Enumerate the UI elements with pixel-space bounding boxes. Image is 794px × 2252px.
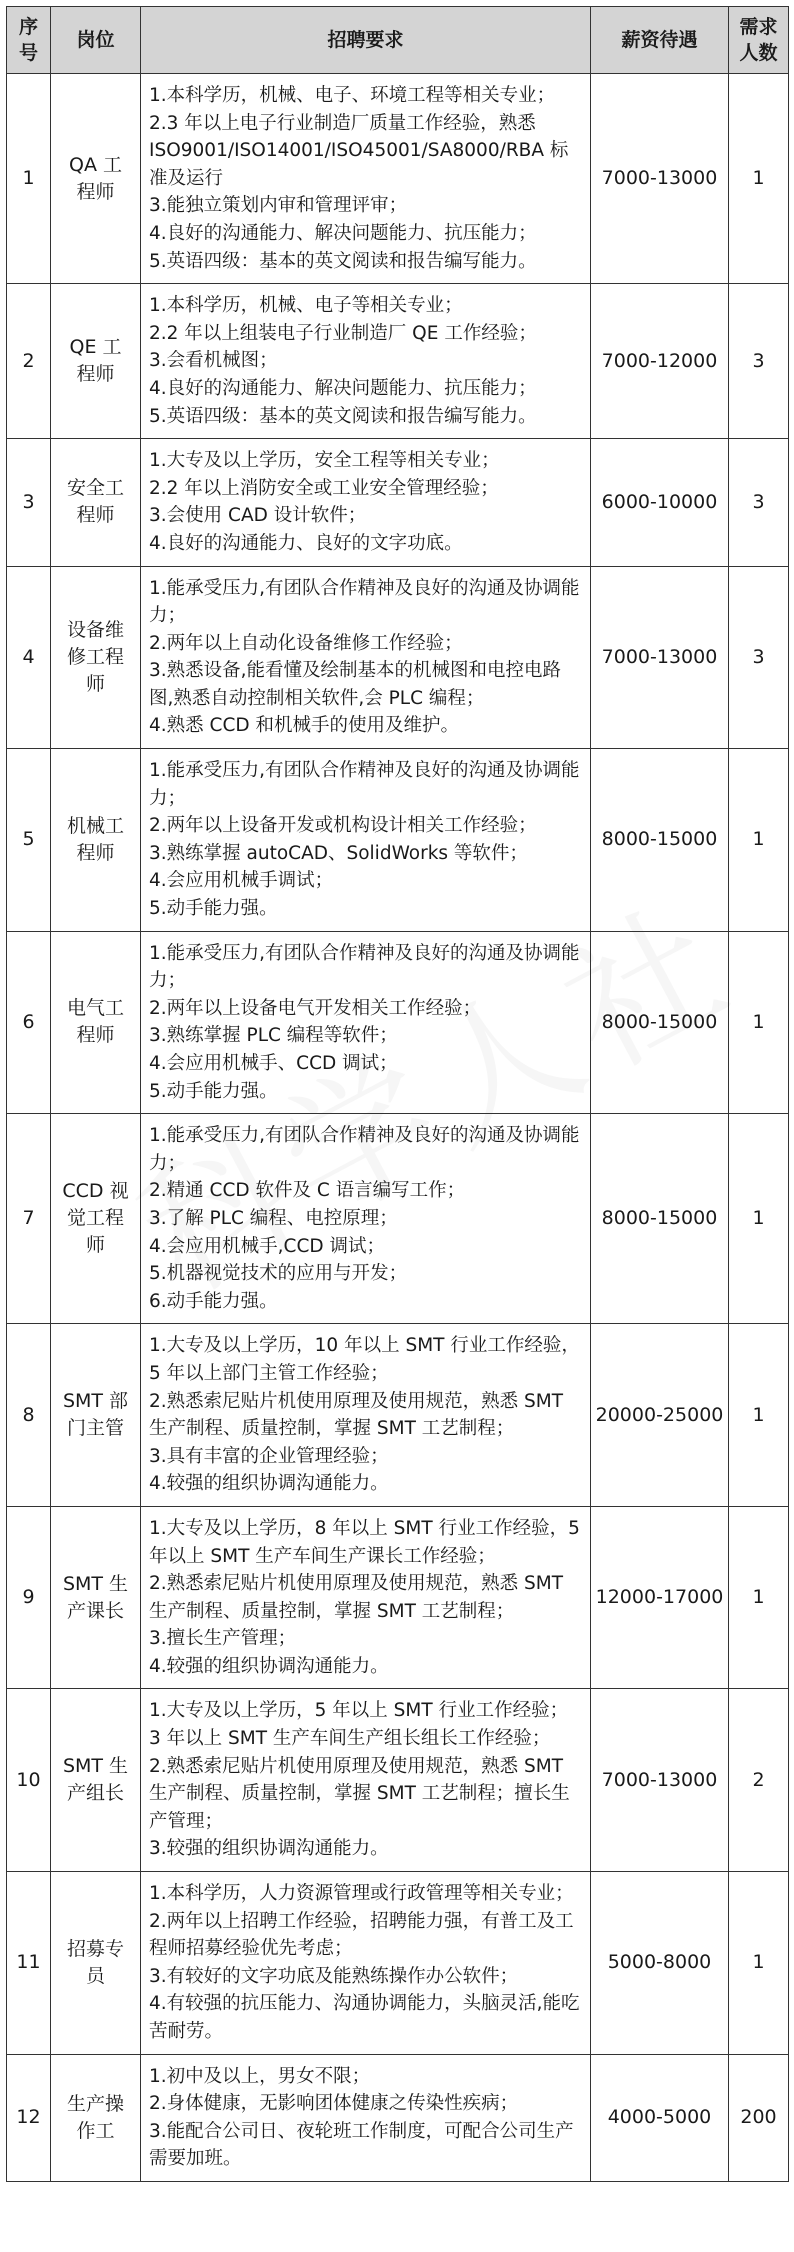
row-requirements (141, 931, 591, 1114)
requirement-line: 1.能承受压力,有团队合作精神及良好的沟通及协调能力； (149, 942, 580, 992)
row-salary: 6000-10000 (591, 439, 729, 566)
requirement-line: 3.会使用 CAD 设计软件； (149, 505, 367, 527)
table-row (7, 1324, 789, 1507)
row-salary: 7000-12000 (591, 284, 729, 439)
row-seq: 9 (7, 1506, 51, 1689)
requirement-line: 3.了解 PLC 编程、电控原理； (149, 1207, 398, 1229)
requirement-line: 1.大专及以上学历，8 年以上 SMT 行业工作经验，5 年以上 SMT 生产车间生产课长工作经验； (149, 1517, 580, 1567)
row-position-text: 设备维修工程师 (66, 618, 124, 695)
requirement-line: 4.熟悉 CCD 和机械手的使用及维护。 (149, 715, 459, 737)
requirement-line: 4.会应用机械手,CCD 调试； (149, 1235, 385, 1257)
row-count: 1 (729, 749, 789, 932)
table-row (7, 74, 789, 284)
row-requirements (141, 566, 591, 749)
table-row (7, 1506, 789, 1689)
row-position (51, 931, 141, 1114)
requirement-line: 1.本科学历，机械、电子等相关专业； (149, 295, 463, 317)
requirement-line: 1.能承受压力,有团队合作精神及良好的沟通及协调能力； (149, 577, 580, 627)
table-row (7, 749, 789, 932)
row-position-text: 机械工程师 (66, 814, 124, 864)
requirement-line: 1.本科学历，机械、电子、环境工程等相关专业； (149, 85, 556, 106)
row-position (51, 1114, 141, 1324)
requirement-line: 2.两年以上自动化设备维修工作经验； (149, 632, 463, 654)
row-position (51, 1324, 141, 1507)
row-count: 2 (729, 1689, 789, 1872)
table-row (7, 1114, 789, 1324)
requirement-line: 2.精通 CCD 软件及 C 语言编写工作； (149, 1180, 466, 1202)
row-requirements (141, 1506, 591, 1689)
requirement-line: 3.熟悉设备,能看懂及绘制基本的机械图和电控电路图,熟悉自动控制相关软件,会 PLC 编程； (149, 660, 562, 709)
row-position-text: 生产操作工 (66, 2092, 124, 2142)
table-row (7, 439, 789, 566)
requirement-line: 2.两年以上招聘工作经验，招聘能力强，有普工及工程师招募经验优先考虑； (149, 1910, 574, 1960)
row-position-text: QE 工程师 (69, 336, 122, 386)
row-salary: 8000-15000 (591, 1114, 729, 1324)
row-position (51, 1506, 141, 1689)
row-position (51, 1872, 141, 2055)
requirement-line: 2.身体健康，无影响团体健康之传染性疾病； (149, 2093, 519, 2115)
row-salary: 5000-8000 (591, 1872, 729, 2055)
row-position (51, 749, 141, 932)
requirement-line: 5.动手能力强。 (149, 898, 278, 920)
requirement-line: 4.会应用机械手调试； (149, 870, 334, 892)
row-salary: 7000-13000 (591, 74, 729, 284)
requirement-line: 4.会应用机械手、CCD 调试； (149, 1053, 398, 1074)
row-count: 1 (729, 1872, 789, 2055)
row-requirements (141, 439, 591, 566)
table-row (7, 566, 789, 749)
header-requirements: 招聘要求 (141, 7, 591, 74)
row-seq: 4 (7, 566, 51, 749)
row-requirements (141, 1114, 591, 1324)
header-seq: 序号 (7, 7, 51, 74)
row-salary: 12000-17000 (591, 1506, 729, 1689)
recruitment-table (6, 6, 789, 2182)
header-salary: 薪资待遇 (591, 7, 729, 74)
table-row (7, 931, 789, 1114)
requirement-line: 2.3 年以上电子行业制造厂质量工作经验，熟悉 ISO9001/ISO14001/ISO45001/SA8000/RBA 标准及运行 (149, 112, 569, 189)
row-position-text: 安全工程师 (66, 477, 124, 527)
requirement-line: 2.熟悉索尼贴片机使用原理及使用规范，熟悉 SMT 生产制程、质量控制，掌握 SMT 工艺制程； (149, 1573, 564, 1622)
requirement-line: 6.动手能力强。 (149, 1290, 278, 1312)
requirement-line: 2.熟悉索尼贴片机使用原理及使用规范，熟悉 SMT 生产制程、质量控制，掌握 SMT 工艺制程； (149, 1390, 564, 1440)
requirement-line: 4.较强的组织协调沟通能力。 (149, 1473, 389, 1495)
requirement-line: 1.初中及以上，男女不限； (149, 2065, 371, 2087)
requirement-line: 1.大专及以上学历，5 年以上 SMT 行业工作经验； (149, 1700, 569, 1722)
row-position-text: SMT 生产组长 (62, 1755, 129, 1805)
row-position-text: CCD 视觉工程师 (62, 1180, 129, 1257)
header-count: 需求人数 (729, 7, 789, 74)
requirement-line: 1.能承受压力,有团队合作精神及良好的沟通及协调能力； (149, 760, 580, 809)
row-position (51, 566, 141, 749)
row-seq: 3 (7, 439, 51, 566)
row-salary: 8000-15000 (591, 931, 729, 1114)
row-salary: 4000-5000 (591, 2054, 729, 2181)
requirement-line: 3.熟练掌握 PLC 编程等软件； (149, 1025, 398, 1047)
row-count: 3 (729, 284, 789, 439)
table-row (7, 2054, 789, 2181)
requirement-line: 3.擅长生产管理； (149, 1628, 297, 1650)
requirement-line: 3.熟练掌握 autoCAD、SolidWorks 等软件； (149, 842, 528, 864)
requirement-line: 4.良好的沟通能力、解决问题能力、抗压能力； (149, 377, 537, 399)
table-header-row (7, 7, 789, 74)
row-seq: 7 (7, 1114, 51, 1324)
requirement-line: 3 年以上 SMT 生产车间生产组长组长工作经验； (149, 1728, 551, 1750)
row-count: 1 (729, 74, 789, 284)
requirement-line: 5.动手能力强。 (149, 1080, 278, 1102)
table-body (7, 74, 789, 2182)
row-position-text: 电气工程师 (66, 997, 124, 1047)
row-seq: 10 (7, 1689, 51, 1872)
row-position-text: SMT 部门主管 (62, 1390, 129, 1440)
row-salary: 20000-25000 (591, 1324, 729, 1507)
row-count: 3 (729, 566, 789, 749)
requirement-line: 1.本科学历，人力资源管理或行政管理等相关专业； (149, 1883, 574, 1905)
row-count: 200 (729, 2054, 789, 2181)
row-salary: 7000-13000 (591, 566, 729, 749)
row-requirements (141, 1324, 591, 1507)
row-count: 1 (729, 1114, 789, 1324)
requirement-line: 3.较强的组织协调沟通能力。 (149, 1838, 389, 1860)
row-requirements (141, 749, 591, 932)
requirement-line: 2.2 年以上组装电子行业制造厂 QE 工作经验； (149, 322, 537, 344)
table-row (7, 1872, 789, 2055)
requirement-line: 4.良好的沟通能力、良好的文字功底。 (149, 532, 463, 554)
row-count: 1 (729, 1506, 789, 1689)
header-position: 岗位 (51, 7, 141, 74)
row-position (51, 439, 141, 566)
row-position-text: QA 工程师 (69, 153, 122, 203)
row-count: 1 (729, 931, 789, 1114)
requirement-line: 2.2 年以上消防安全或工业安全管理经验； (149, 477, 499, 499)
row-seq: 8 (7, 1324, 51, 1507)
requirement-line: 5.机器视觉技术的应用与开发； (149, 1263, 408, 1285)
table-row (7, 1689, 789, 1872)
row-position (51, 284, 141, 439)
row-requirements (141, 1689, 591, 1872)
row-seq: 11 (7, 1872, 51, 2055)
row-salary: 8000-15000 (591, 749, 729, 932)
row-position (51, 74, 141, 284)
requirement-line: 3.能独立策划内审和管理评审； (149, 195, 408, 217)
requirement-line: 1.能承受压力,有团队合作精神及良好的沟通及协调能力； (149, 1125, 580, 1174)
row-position-text: 招募专员 (66, 1937, 124, 1987)
requirement-line: 1.大专及以上学历，10 年以上 SMT 行业工作经验，5 年以上部门主管工作经验； (149, 1335, 580, 1384)
requirement-line: 4.有较强的抗压能力、沟通协调能力，头脑灵活,能吃苦耐劳。 (149, 1993, 580, 2042)
row-requirements (141, 1872, 591, 2055)
requirement-line: 2.两年以上设备电气开发相关工作经验； (149, 997, 482, 1019)
row-count: 3 (729, 439, 789, 566)
row-position (51, 1689, 141, 1872)
row-count: 1 (729, 1324, 789, 1507)
row-seq: 6 (7, 931, 51, 1114)
row-requirements (141, 2054, 591, 2181)
row-position-text: SMT 生产课长 (62, 1572, 129, 1622)
requirement-line: 3.具有丰富的企业管理经验； (149, 1445, 389, 1467)
requirement-line: 5.英语四级：基本的英文阅读和报告编写能力。 (149, 250, 537, 272)
requirement-line: 5.英语四级：基本的英文阅读和报告编写能力。 (149, 405, 537, 427)
row-requirements (141, 284, 591, 439)
row-seq: 2 (7, 284, 51, 439)
table-row (7, 284, 789, 439)
row-salary: 7000-13000 (591, 1689, 729, 1872)
requirement-line: 4.良好的沟通能力、解决问题能力、抗压能力； (149, 222, 537, 244)
requirement-line: 3.会看机械图； (149, 350, 278, 372)
requirement-line: 3.能配合公司日、夜轮班工作制度，可配合公司生产需要加班。 (149, 2120, 574, 2170)
row-position (51, 2054, 141, 2181)
requirement-line: 1.大专及以上学历，安全工程等相关专业； (149, 450, 500, 472)
row-seq: 1 (7, 74, 51, 284)
requirement-line: 4.较强的组织协调沟通能力。 (149, 1655, 389, 1677)
requirement-line: 3.有较好的文字功底及能熟练操作办公软件； (149, 1965, 519, 1987)
row-seq: 12 (7, 2054, 51, 2181)
requirement-line: 2.熟悉索尼贴片机使用原理及使用规范，熟悉 SMT 生产制程、质量控制，掌握 SMT 工艺制程；擅长生产管理； (149, 1755, 570, 1832)
row-requirements (141, 74, 591, 284)
row-seq: 5 (7, 749, 51, 932)
requirement-line: 2.两年以上设备开发或机构设计相关工作经验； (149, 815, 537, 837)
